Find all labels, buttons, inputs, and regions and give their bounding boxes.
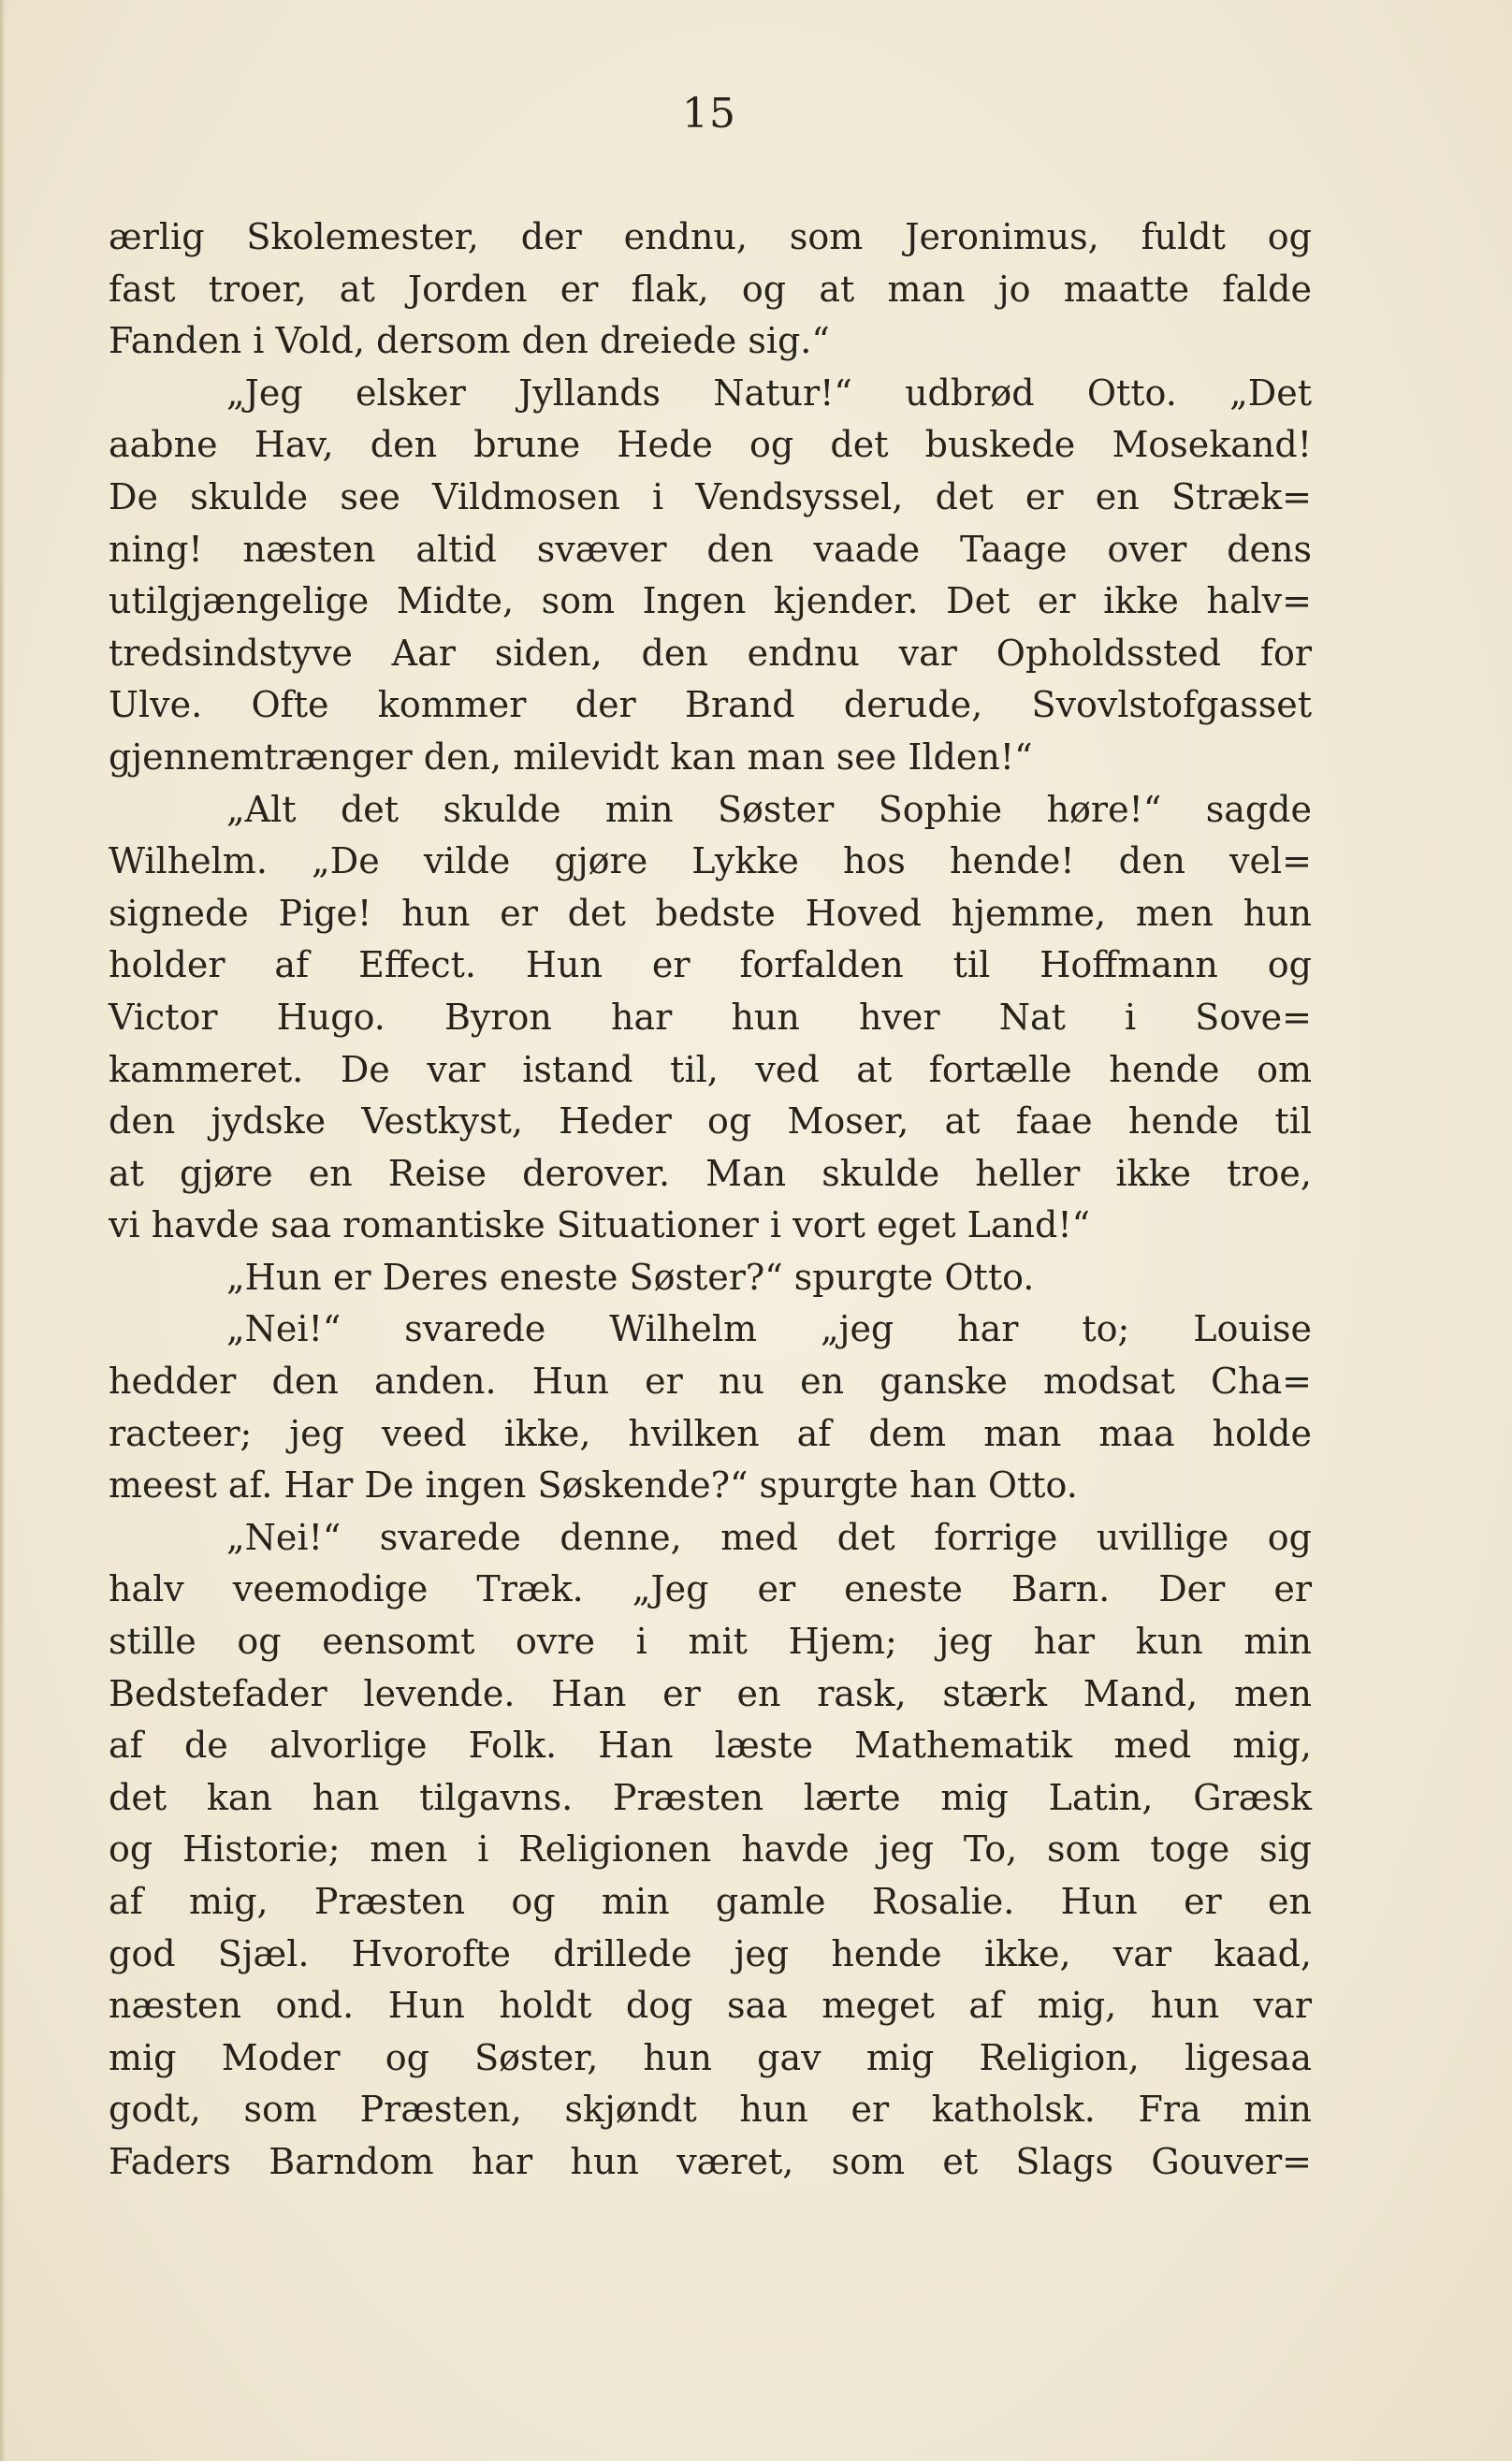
text-line: ning! næsten altid svæver den vaade Taage over dens [109,528,1312,570]
text-line: „Hun er Deres eneste Søster?“ spurgte Otto. [226,1256,1035,1298]
text-line: hedder den anden. Hun er nu en ganske modsat Cha= [109,1361,1312,1403]
text-line: vi havde saa romantiske Situationer i vort eget Land!“ [109,1204,1091,1246]
text-line: racteer; jeg veed ikke, hvilken af dem man maa holde [109,1412,1312,1454]
text-line: halv veemodige Træk. „Jeg er eneste Barn. Der er [109,1568,1312,1610]
text-line: De skulde see Vildmosen i Vendsyssel, det er en Stræk= [109,475,1312,517]
page-number: 15 [682,90,736,138]
text-line: „Nei!“ svarede Wilhelm „jeg har to; Louise [226,1308,1312,1350]
text-line: stille og eensomt ovre i mit Hjem; jeg har kun min [109,1621,1312,1663]
text-line: signede Pige! hun er det bedste Hoved hjemme, men hun [109,892,1312,934]
text-line: Wilhelm. „De vilde gjøre Lykke hos hende! den vel= [109,840,1312,882]
text-line: Bedstefader levende. Han er en rask, stærk Mand, men [109,1672,1312,1714]
text-line: „Alt det skulde min Søster Sophie høre!“ sagde [226,788,1312,830]
text-line: god Sjæl. Hvorofte drillede jeg hende ikke, var kaad, [109,1932,1312,1974]
text-line: „Jeg elsker Jyllands Natur!“ udbrød Otto. „Det [226,371,1312,414]
text-line: holder af Effect. Hun er forfalden til Hoffmann og [109,944,1312,986]
text-line: af de alvorlige Folk. Han læste Mathematik med mig, [109,1725,1312,1767]
text-line: kammeret. De var istand til, ved at fortælle hende om [109,1048,1312,1090]
text-line: mig Moder og Søster, hun gav mig Religion, ligesaa [109,2036,1312,2078]
text-line: „Nei!“ svarede denne, med det forrige uvillige og [226,1516,1312,1558]
text-line: Ulve. Ofte kommer der Brand derude, Svovlstofgasset [109,684,1312,726]
text-line: at gjøre en Reise derover. Man skulde heller ikke troe, [109,1152,1312,1194]
text-line: af mig, Præsten og min gamle Rosalie. Hun er en [109,1881,1312,1922]
text-line: det kan han tilgavns. Præsten lærte mig Latin, Græsk [109,1776,1312,1818]
text-line: aabne Hav, den brune Hede og det buskede Mosekand! [109,424,1312,466]
text-line: Victor Hugo. Byron har hun hver Nat i Sove= [109,996,1312,1038]
text-line: ærlig Skolemester, der endnu, som Jeronimus, fuldt og [109,216,1312,257]
text-line: næsten ond. Hun holdt dog saa meget af mig, hun var [109,1985,1312,2027]
text-line: den jydske Vestkyst, Heder og Moser, at faae hende til [109,1100,1312,1143]
text-line: og Historie; men i Religionen havde jeg To, som toge sig [109,1828,1312,1871]
text-line: gjennemtrænger den, milevidt kan man see Ilden!“ [109,735,1033,778]
text-line: Fanden i Vold, dersom den dreiede sig.“ [109,320,830,362]
text-line: Faders Barndom har hun været, som et Slags Gouver= [109,2140,1312,2182]
text-line: utilgjængelige Midte, som Ingen kjender. Det er ikke halv= [109,580,1312,622]
body-text [109,211,1312,2189]
page-edge-shadow [0,0,6,2461]
text-line: tredsindstyve Aar siden, den endnu var Opholdssted for [109,632,1312,674]
text-line: fast troer, at Jorden er flak, og at man jo maatte falde [109,268,1312,310]
text-line: meest af. Har De ingen Søskende?“ spurgte han Otto. [109,1464,1078,1507]
text-line: godt, som Præsten, skjøndt hun er katholsk. Fra min [109,2089,1312,2131]
